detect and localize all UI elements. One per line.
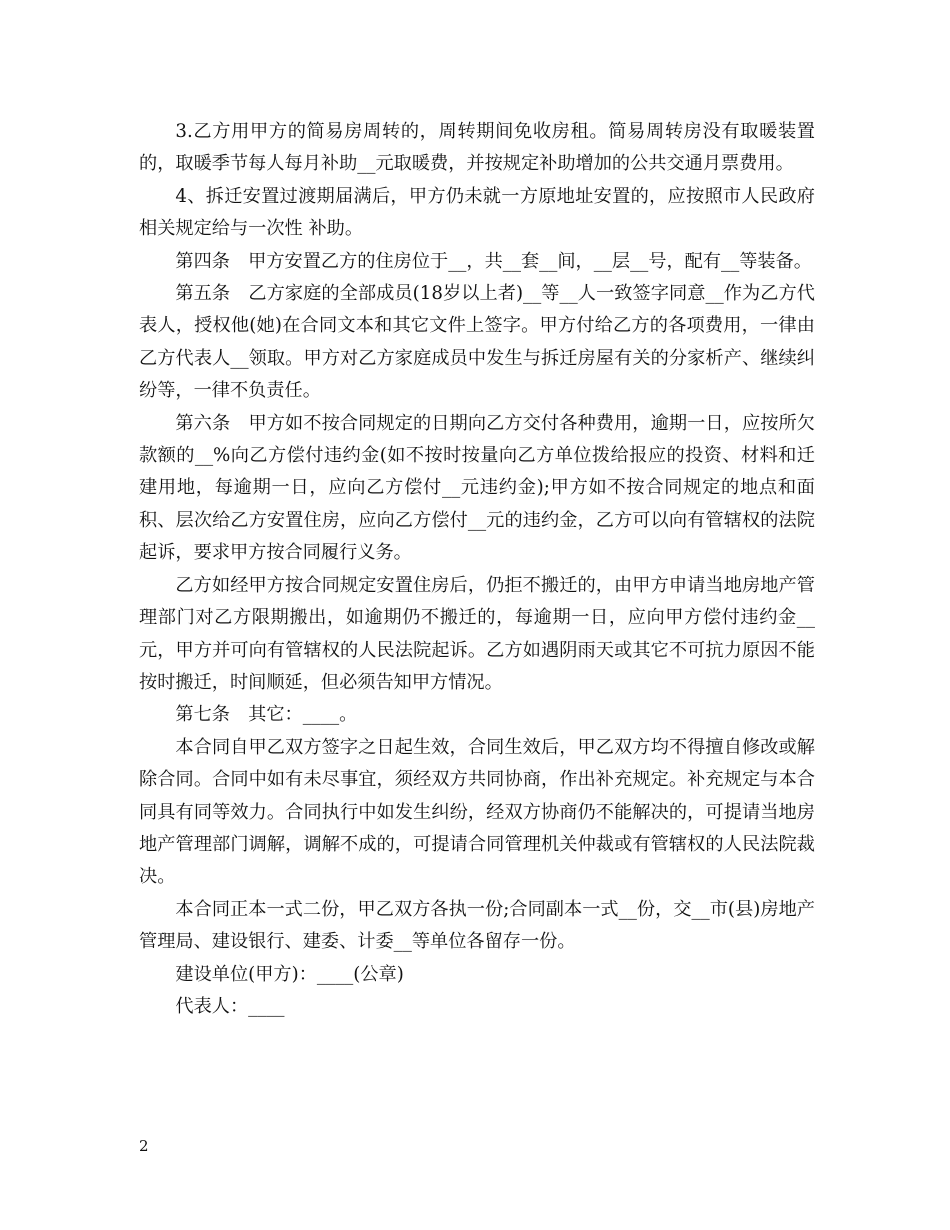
paragraph-article-7: 第七条 其它：____。 [175, 704, 358, 726]
paragraph-effectiveness: 本合同自甲乙双方签字之日起生效，合同生效后，甲乙双方均不得擅自修改或解除合同。合同中如有未尽事宜，须经双方共同协商，作出补充规定。补充规定与本合同具有同等效力。合同执行中如发生纠纷，经双方协商仍不能解决的，可提请当地房地产管理部门调解，调解不成的，可提请合同管理机关仲裁或有管辖权的人民法院裁决。 [139, 736, 815, 888]
paragraph-article-4: 第四条 甲方安置乙方的住房位于__，共__套__间，__层__号，配有__等装备。 [175, 250, 812, 272]
signature-party-a: 建设单位(甲方)：____(公章) [175, 963, 404, 985]
paragraph-article-6-relocation: 乙方如经甲方按合同规定安置住房后，仍拒不搬迁的，由甲方申请当地房地产管理部门对乙方限期搬出，如逾期仍不搬迁的，每逾期一日，应向甲方偿付违约金__元，甲方并可向有管辖权的人民法院起诉。乙方如遇阴雨天或其它不可抗力原因不能按时搬迁，时间顺延，但必须告知甲方情况。 [139, 574, 815, 693]
paragraph-article-6: 第六条 甲方如不按合同规定的日期向乙方交付各种费用，逾期一日，应按所欠款额的__%向乙方偿付违约金(如不按时按量向乙方单位拨给报应的投资、材料和迁建用地，每逾期一日，应向乙方偿付__元违约金);甲方如不按合同规定的地点和面积、层次给乙方安置住房，应向乙方偿付__元的违约金，乙方可以向有管辖权的法院起诉，要求甲方按合同履行义务。 [139, 412, 815, 564]
document-body [139, 116, 815, 1023]
paragraph-copies: 本合同正本一式二份，甲乙双方各执一份;合同副本一式__份，交__市(县)房地产管理局、建设银行、建委、计委__等单位各留存一份。 [139, 898, 815, 953]
paragraph-item-4-transition-subsidy: 4、拆迁安置过渡期届满后，甲方仍未就一方原地址安置的，应按照市人民政府相关规定给与一次性 补助。 [139, 185, 815, 240]
signature-representative: 代表人：____ [175, 995, 285, 1017]
paragraph-article-5: 第五条 乙方家庭的全部成员(18岁以上者)__等__人一致签字同意__作为乙方代表人，授权他(她)在合同文本和其它文件上签字。甲方付给乙方的各项费用，一律由乙方代表人__领取。甲方对乙方家庭成员中发生与拆迁房屋有关的分家析产、继续纠纷等，一律不负责任。 [139, 283, 815, 402]
paragraph-item-3-heating-allowance: 3.乙方用甲方的简易房周转的，周转期间免收房租。简易周转房没有取暖装置的，取暖季节每人每月补助__元取暖费，并按规定补助增加的公共交通月票费用。 [139, 121, 815, 175]
page-number: 2 [139, 1137, 149, 1155]
